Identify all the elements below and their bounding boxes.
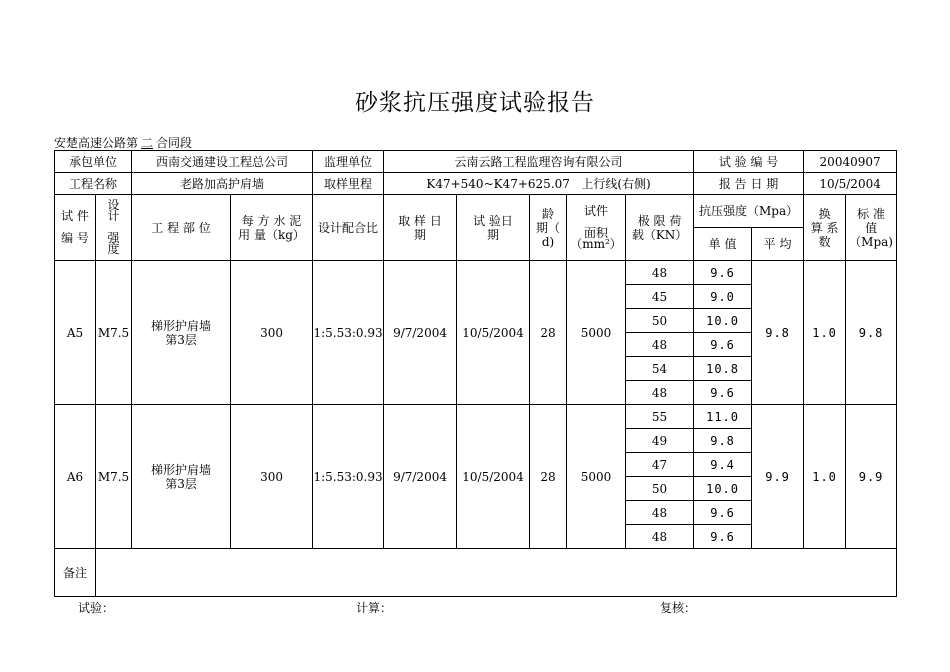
load-cell: 48 [626,381,694,405]
load-cell: 55 [626,405,694,429]
info-row-2 [55,173,897,195]
table-row [55,405,897,429]
single-value-cell: 9.0 [694,285,752,309]
remarks-label: 备注 [55,549,96,597]
load-cell: 47 [626,453,694,477]
std-cell: 9.8 [846,261,897,405]
header-age: 龄 期（ d) [530,195,567,261]
single-value-cell: 9.8 [694,429,752,453]
contractor-label: 承包单位 [55,151,132,173]
load-cell: 49 [626,429,694,453]
cement-cell: 300 [231,405,313,549]
std-cell: 9.9 [846,405,897,549]
header-load: 极 限 荷 载（KN） [626,195,694,261]
average-cell: 9.8 [752,261,804,405]
factor-cell: 1.0 [804,261,846,405]
test-no-label: 试 验 编 号 [694,151,804,173]
header-sample-no: 试 件 编 号 [55,195,96,261]
header-sample-date: 取 样 日 期 [384,195,457,261]
header-area: 试件 面积 （mm²） [567,195,626,261]
header-mix: 设计配合比 [313,195,384,261]
load-cell: 48 [626,501,694,525]
load-cell: 45 [626,285,694,309]
test-date-cell: 10/5/2004 [457,405,530,549]
header-average: 平 均 [752,228,804,261]
remarks-row [55,549,897,597]
mileage-label: 取样里程 [313,173,384,195]
signature-review: 复核： [660,601,697,615]
single-value-cell: 9.6 [694,501,752,525]
supervisor-value: 云南云路工程监理咨询有限公司 [384,151,694,173]
location-cell: 梯形护肩墙 第3层 [132,261,231,405]
report-date-label: 报 告 日 期 [694,173,804,195]
sample-date-cell: 9/7/2004 [384,261,457,405]
design-grade: M7.5 [96,261,132,405]
single-value-cell: 10.8 [694,357,752,381]
contract-prefix: 安楚高速公路第 [54,136,139,150]
header-factor: 换 算 系 数 [804,195,846,261]
test-no-value: 20040907 [804,151,897,173]
signature-test: 试验： [78,601,115,615]
area-cell: 5000 [567,405,626,549]
cement-cell: 300 [231,261,313,405]
single-value-cell: 11.0 [694,405,752,429]
sample-id: A5 [55,261,96,405]
table-row [55,261,897,285]
sample-id: A6 [55,405,96,549]
single-value-cell: 9.6 [694,381,752,405]
contract-section [54,134,192,151]
age-cell: 28 [530,405,567,549]
report-date-value: 10/5/2004 [804,173,897,195]
report-table [54,150,897,597]
mix-cell: 1:5.53:0.93 [313,405,384,549]
mix-cell: 1:5.53:0.93 [313,261,384,405]
single-value-cell: 10.0 [694,477,752,501]
header-strength: 抗压强度（Mpa） [694,195,804,228]
single-value-cell: 9.4 [694,453,752,477]
age-cell: 28 [530,261,567,405]
header-single: 单 值 [694,228,752,261]
header-location: 工 程 部 位 [132,195,231,261]
contract-suffix: 合同段 [156,136,193,150]
factor-cell: 1.0 [804,405,846,549]
project-value: 老路加高护肩墙 [132,173,313,195]
header-cement: 每 方 水 泥 用 量（kg） [231,195,313,261]
single-value-cell: 10.0 [694,309,752,333]
average-cell: 9.9 [752,405,804,549]
location-cell: 梯形护肩墙 第3层 [132,405,231,549]
header-row-1 [55,195,897,228]
single-value-cell: 9.6 [694,333,752,357]
signature-calc: 计算： [356,601,393,615]
supervisor-label: 监理单位 [313,151,384,173]
load-cell: 48 [626,333,694,357]
load-cell: 48 [626,525,694,549]
single-value-cell: 9.6 [694,525,752,549]
load-cell: 50 [626,477,694,501]
remarks-value [96,549,897,597]
single-value-cell: 9.6 [694,261,752,285]
info-row-1 [55,151,897,173]
header-design-strength: 设 计 强 度 [96,195,132,261]
test-date-cell: 10/5/2004 [457,261,530,405]
project-label: 工程名称 [55,173,132,195]
report-title: 砂浆抗压强度试验报告 [355,90,595,116]
header-test-date: 试 验日 期 [457,195,530,261]
load-cell: 54 [626,357,694,381]
sample-date-cell: 9/7/2004 [384,405,457,549]
load-cell: 50 [626,309,694,333]
load-cell: 48 [626,261,694,285]
area-cell: 5000 [567,261,626,405]
mileage-value: K47+540~K47+625.07 上行线(右侧) [384,173,694,195]
contract-number: 二 [141,136,154,150]
header-std: 标 准 值 （Mpa) [846,195,897,261]
contractor-value: 西南交通建设工程总公司 [132,151,313,173]
design-grade: M7.5 [96,405,132,549]
